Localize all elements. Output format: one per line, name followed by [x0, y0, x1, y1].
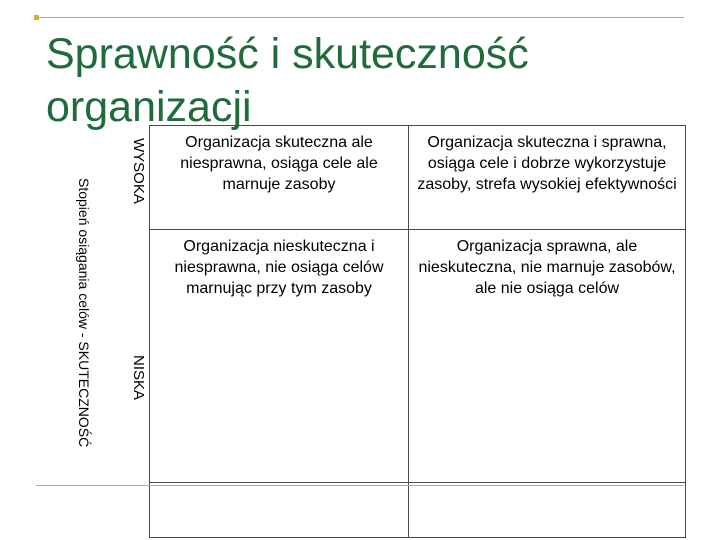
efficiency-effectiveness-matrix: [149, 125, 686, 538]
matrix-cell-effective-inefficient: Organizacja skuteczna ale niesprawna, osiąga cele ale marnuje zasoby: [150, 126, 409, 230]
top-accent-rule: [36, 17, 684, 18]
axis-label-low: NISKA: [130, 355, 147, 401]
top-accent-dot: [34, 15, 39, 20]
bottom-accent-rule: [36, 485, 684, 486]
matrix-cell-ineffective-inefficient: Organizacja nieskuteczna i niesprawna, nie osiąga celów marnując przy tym zasoby: [150, 230, 409, 483]
matrix-row-low: [150, 230, 686, 483]
matrix-cell-empty-right: [409, 483, 686, 538]
matrix-row-empty: [150, 483, 686, 538]
matrix-cell-ineffective-efficient: Organizacja sprawna, ale nieskuteczna, nie marnuje zasobów, ale nie osiąga celów: [409, 230, 686, 483]
matrix-row-high: [150, 126, 686, 230]
axis-label-high: WYSOKA: [130, 138, 147, 204]
matrix-cell-effective-efficient: Organizacja skuteczna i sprawna, osiąga cele i dobrze wykorzystuje zasoby, strefa wysokiej efektywności: [409, 126, 686, 230]
matrix-cell-empty-left: [150, 483, 409, 538]
slide-title: Sprawność i skuteczność organizacji: [46, 30, 529, 131]
axis-label-effectiveness: Stopień osiągania celów - SKUTECZNOŚĆ: [76, 178, 92, 448]
